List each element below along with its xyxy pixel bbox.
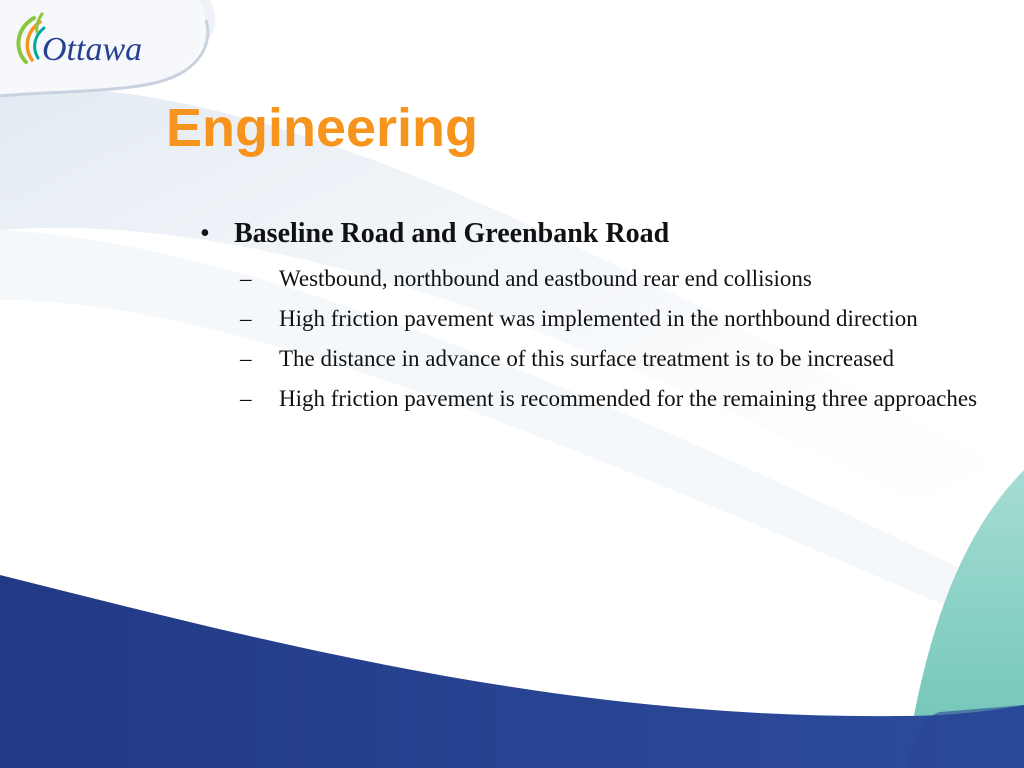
slide-content xyxy=(196,212,986,422)
bullet-text: Baseline Road and Greenbank Road xyxy=(234,218,670,249)
sub-bullet-item xyxy=(240,382,986,416)
sub-bullet-list xyxy=(196,262,986,416)
sub-bullet-marker: – xyxy=(240,306,252,331)
sub-bullet-item xyxy=(240,342,986,376)
logo-wordmark: Ottawa xyxy=(42,31,143,68)
sub-bullet-text: The distance in advance of this surface treatment is to be increased xyxy=(279,346,894,371)
ottawa-logo xyxy=(12,10,162,74)
sub-bullet-marker: – xyxy=(240,386,252,411)
sub-bullet-text: High friction pavement is recommended for the remaining three approaches xyxy=(279,386,978,411)
sub-bullet-text: High friction pavement was implemented in the northbound direction xyxy=(279,306,918,331)
sub-bullet-item xyxy=(240,302,986,336)
bullet-item xyxy=(196,212,986,256)
sub-bullet-marker: – xyxy=(240,346,252,371)
bullet-marker: • xyxy=(200,218,210,249)
slide-title: Engineering xyxy=(166,98,479,158)
sub-bullet-marker: – xyxy=(240,266,252,291)
ottawa-swirl-logo-icon xyxy=(12,10,162,74)
sub-bullet-text: Westbound, northbound and eastbound rear end collisions xyxy=(279,266,812,291)
sub-bullet-item xyxy=(240,262,986,296)
